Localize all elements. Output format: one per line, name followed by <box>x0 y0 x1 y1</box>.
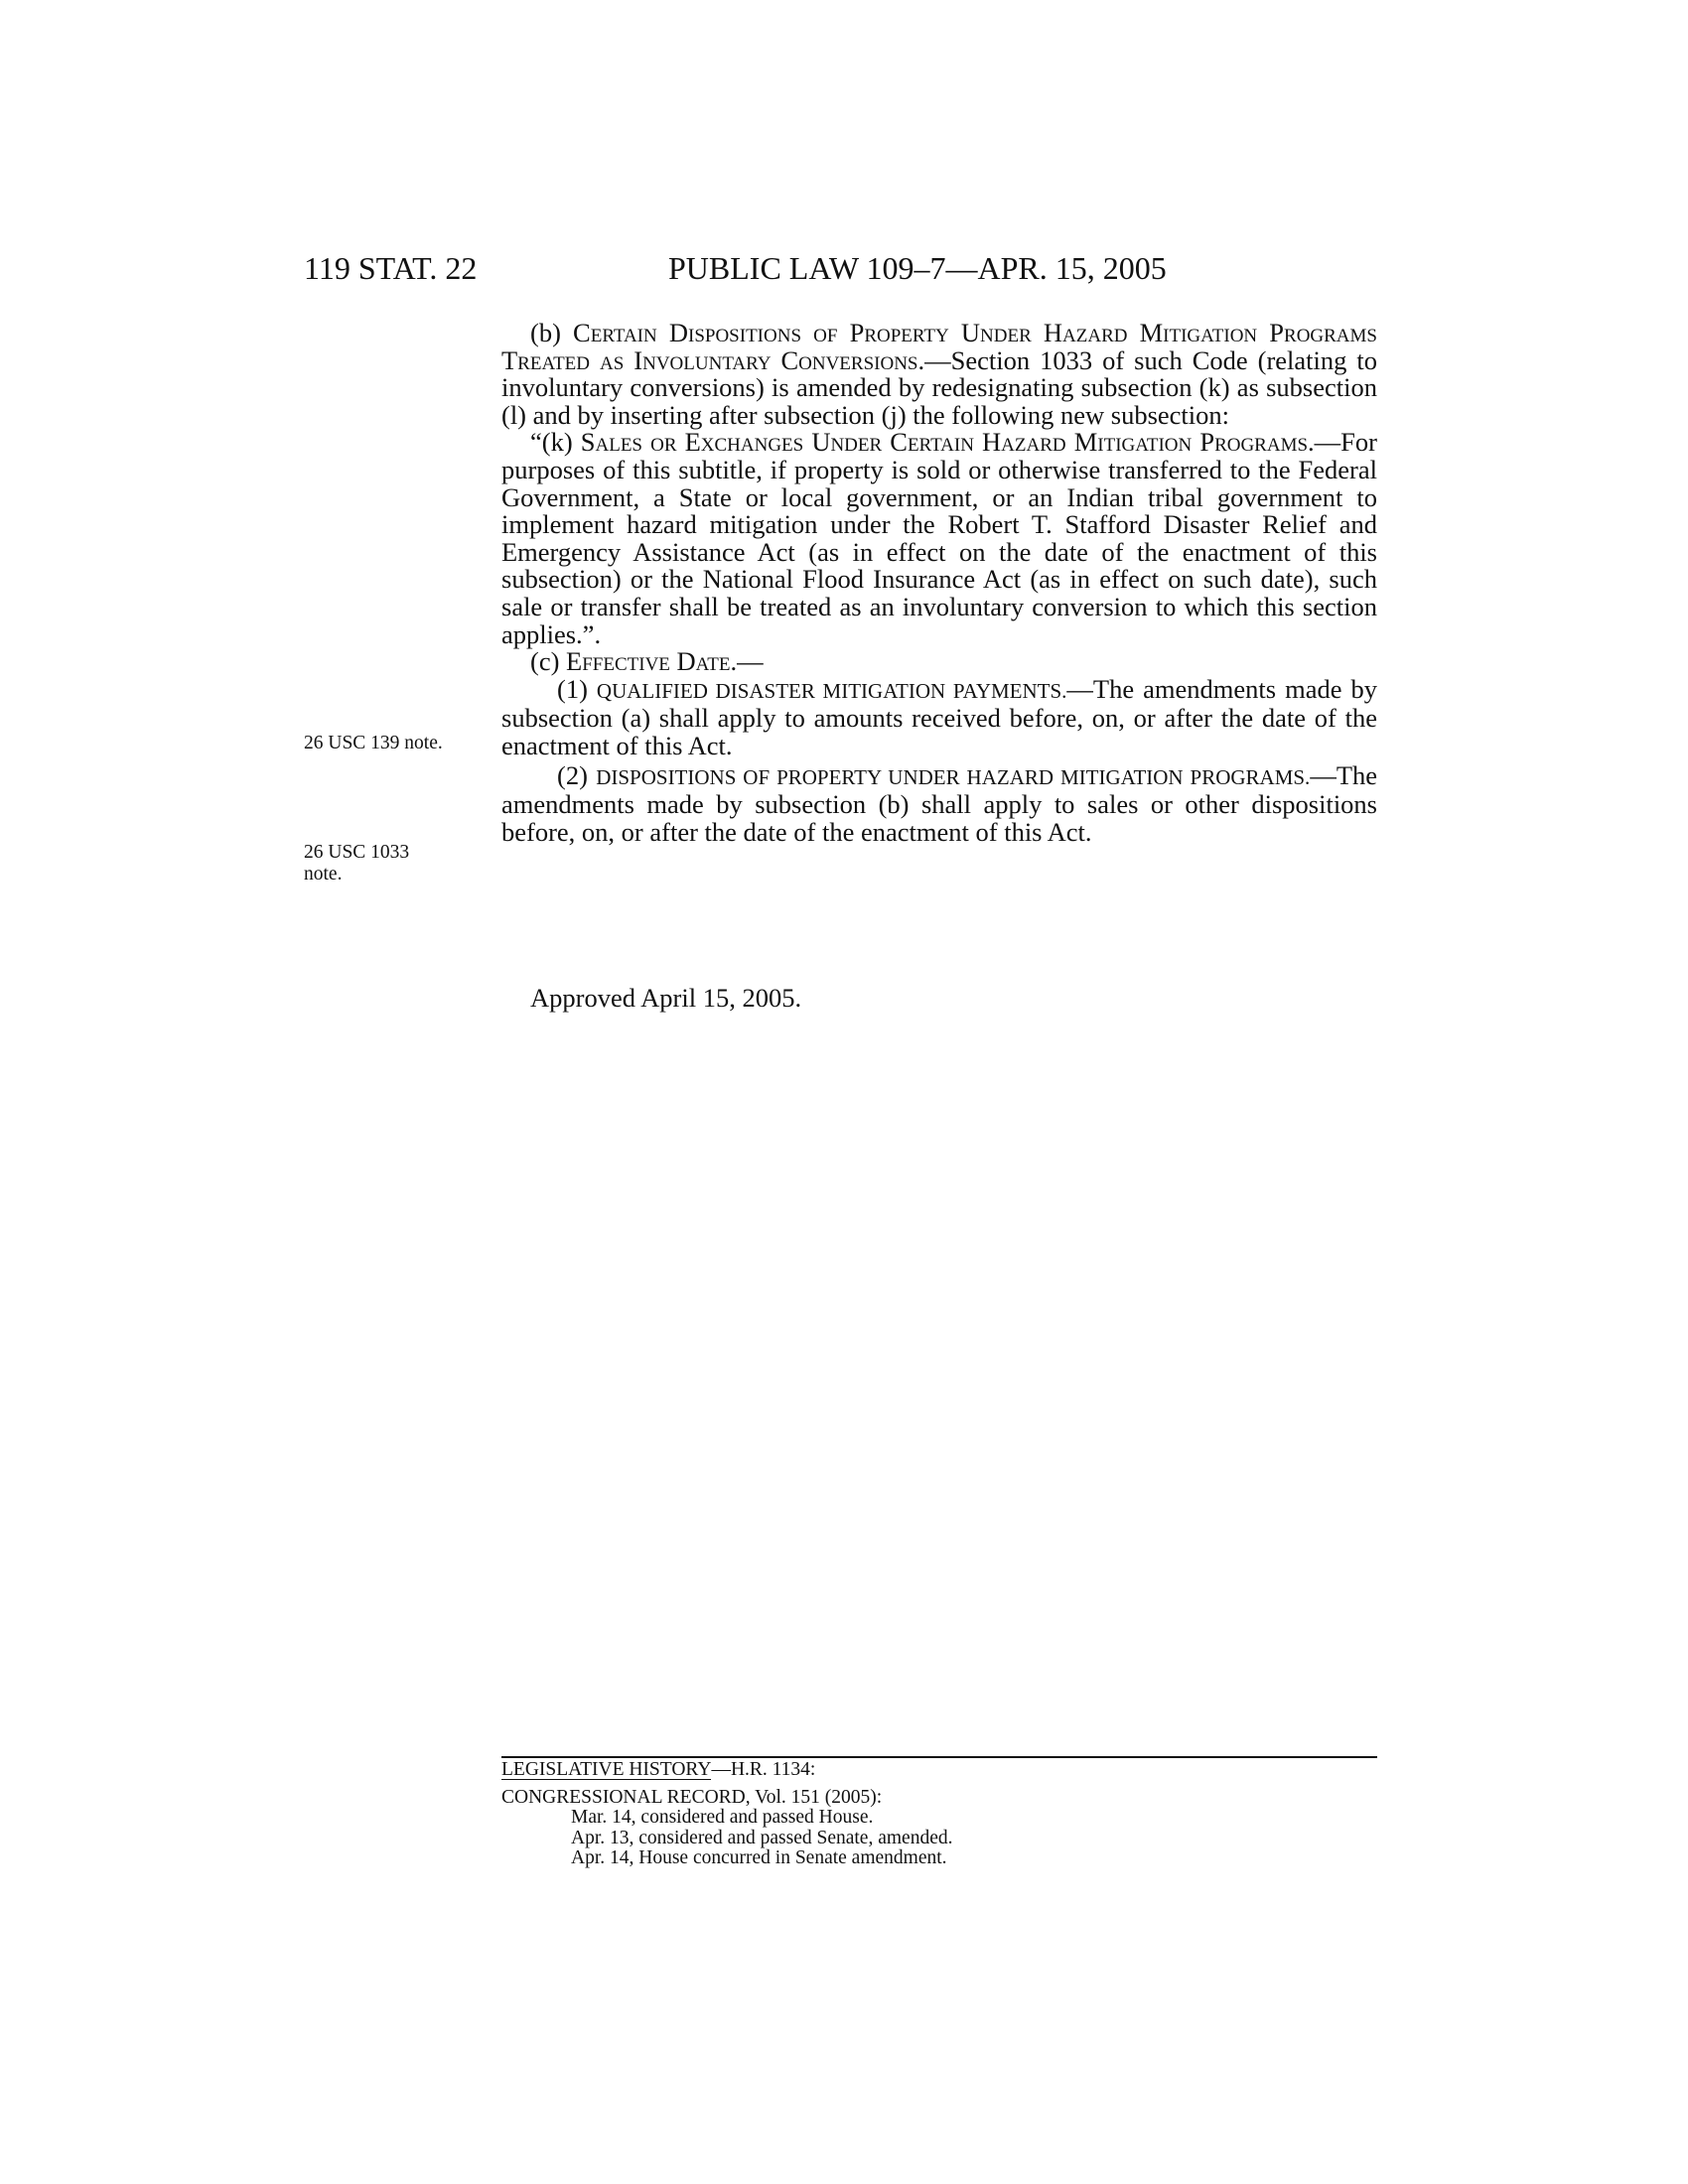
margin-note-1033-line2: note. <box>304 864 343 885</box>
subsection-c-dash: — <box>737 646 764 677</box>
legislative-history-title: LEGISLATIVE HISTORY <box>501 1759 712 1780</box>
subsection-b-heading: Certain Dispositions of Property Under Hazard Mitigation Programs Treated as Involuntary Conversions. <box>501 318 1377 375</box>
running-head-title: PUBLIC LAW 109–7—APR. 15, 2005 <box>668 250 1167 286</box>
margin-note-1033 <box>304 842 483 886</box>
body-text <box>501 320 1377 846</box>
congressional-record-heading: CONGRESSIONAL RECORD, Vol. 151 (2005): <box>501 1786 883 1808</box>
subsection-k <box>501 429 1377 648</box>
paragraph-c1-text: —The amendments made by subsection (a) shall apply to amounts received before, on, or after the date of the enactment of this Act. <box>501 673 1377 760</box>
margin-note-1033-line1: 26 USC 1033 <box>304 842 410 863</box>
subsection-b-number: (b) <box>530 318 574 347</box>
subsection-b-text: —Section 1033 of such Code (relating to involuntary conversions) is amended by redesignating subsection (k) as subsection (l) and by inserting after subsection (j) the following new subsection: <box>501 344 1377 430</box>
legislative-history-entry: Apr. 14, House concurred in Senate amendment. <box>571 1847 947 1868</box>
legislative-history-rule <box>501 1756 1377 1758</box>
margin-note-139: 26 USC 139 note. <box>304 733 443 753</box>
paragraph-c2-number: (2) <box>557 759 597 790</box>
legislative-history <box>501 1760 1377 1869</box>
paragraph-c2 <box>501 759 1378 847</box>
subsection-c <box>501 648 1377 676</box>
legislative-history-entry: Mar. 14, considered and passed House. <box>571 1807 874 1828</box>
stat-page-number: 119 STAT. 22 <box>304 250 478 286</box>
subsection-b <box>501 320 1377 429</box>
paragraph-c2-heading: DISPOSITIONS OF PROPERTY UNDER HAZARD MITIGATION PROGRAMS. <box>596 764 1311 789</box>
subsection-k-heading: Sales or Exchanges Under Certain Hazard Mitigation Programs. <box>580 427 1315 458</box>
subsection-k-number: “(k) <box>530 427 581 458</box>
subsection-c-number: (c) <box>530 646 567 677</box>
legislative-history-bill: —H.R. 1134: <box>711 1759 816 1780</box>
subsection-c-heading: Effective Date. <box>566 646 738 677</box>
approval-date: Approved April 15, 2005. <box>530 983 802 1013</box>
paragraph-c1 <box>501 673 1377 760</box>
paragraph-c1-heading: QUALIFIED DISASTER MITIGATION PAYMENTS. <box>596 678 1067 703</box>
subsection-k-text: —For purposes of this subtitle, if property is sold or otherwise transferred to the Federal Government, a State or local government, or an Indian tribal government to implement hazard mitigation under the Robert T. Stafford Disaster Relief and Emergency Assistance Act (as in effect on the date of the enactment of this subsection) or the National Flood Insurance Act (as in effect on such date), such sale or transfer shall be treated as an involuntary conversion to which this section applies.”. <box>501 427 1377 649</box>
paragraph-c1-number: (1) <box>557 673 597 704</box>
paragraph-c2-text: —The amendments made by subsection (b) shall apply to sales or other dispositions before, on, or after the date of the enactment of this Act. <box>501 759 1378 847</box>
legislative-history-heading <box>501 1760 1377 1781</box>
legislative-history-entry: Apr. 13, considered and passed Senate, amended. <box>571 1827 953 1848</box>
